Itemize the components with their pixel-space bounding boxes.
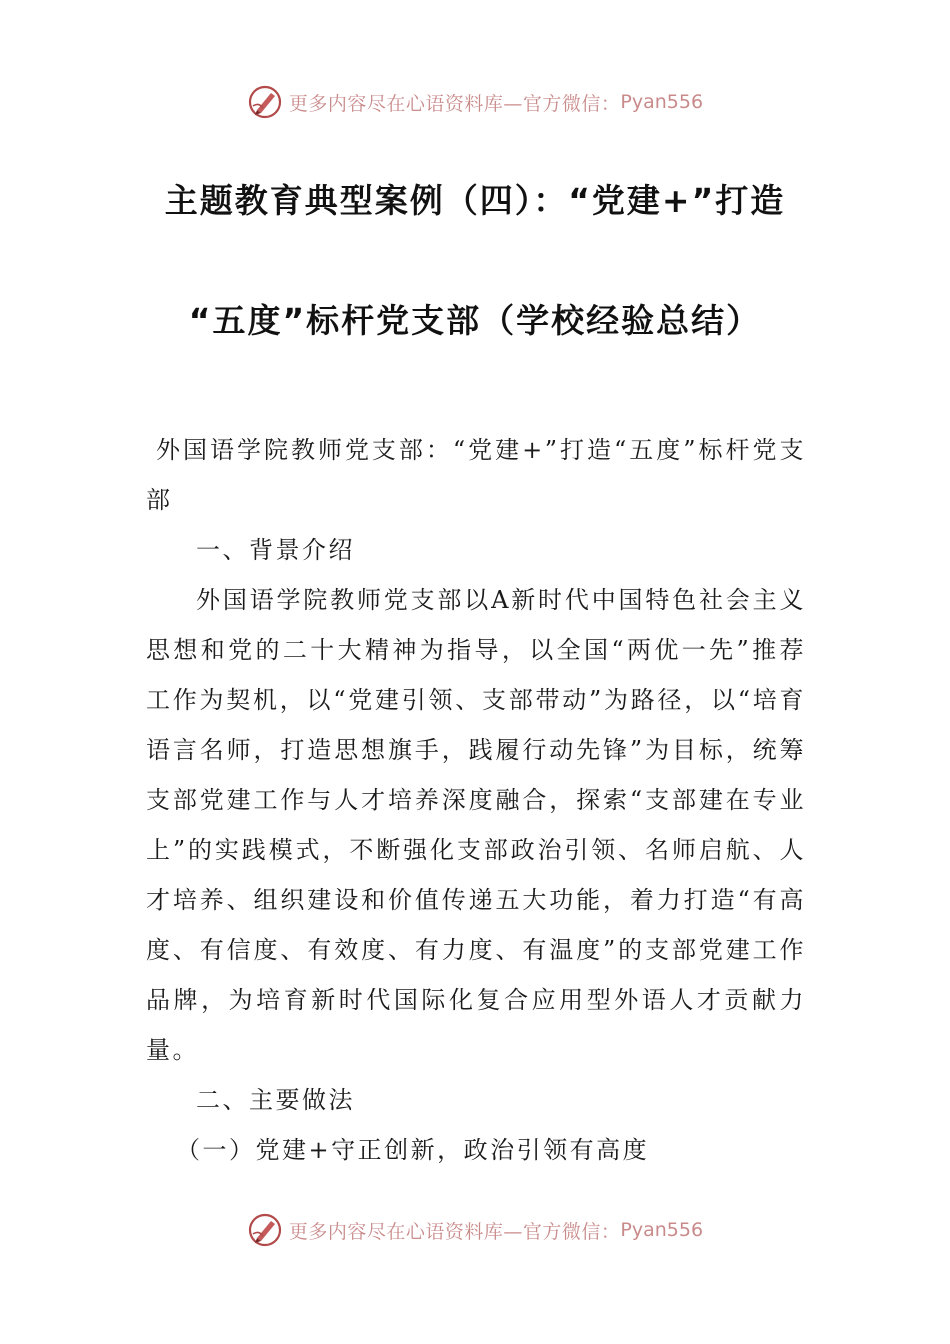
watermark-wechat: Pyan556 xyxy=(620,91,704,113)
section-2-subheading: （一）党建+守正创新，政治引领有高度 xyxy=(176,1136,650,1164)
document-body xyxy=(146,425,806,1175)
watermark-banner-top xyxy=(0,80,950,124)
watermark-banner-bottom xyxy=(0,1208,950,1252)
section-1-heading: 一、背景介绍 xyxy=(196,536,355,564)
watermark-wechat: Pyan556 xyxy=(620,1219,704,1241)
document-title-line-2: “五度”标杆党支部（学校经验总结） xyxy=(188,301,762,340)
section-1-paragraph: 外国语学院教师党支部以A新时代中国特色社会主义思想和党的二十大精神为指导，以全国“两优一先”推荐工作为契机，以“党建引领、支部带动”为路径，以“培育语言名师，打造思想旗手，践履行动先锋”为目标，统筹支部党建工作与人才培养深度融合，探索“支部建在专业上”的实践模式，不断强化支部政治引领、名师启航、人才培养、组织建设和价值传递五大功能，着力打造“有高度、有信度、有效度、有力度、有温度”的支部党建工作品牌，为培育新时代国际化复合应用型外语人才贡献力量。 xyxy=(146,586,806,1064)
pen-logo-icon xyxy=(247,1212,283,1248)
watermark-text: 更多内容尽在心语资料库—官方微信： xyxy=(288,92,621,115)
document-subtitle: 外国语学院教师党支部：“党建+”打造“五度”标杆党支部 xyxy=(146,436,806,514)
document-title-line-1: 主题教育典型案例（四）：“党建+”打造 xyxy=(164,181,786,220)
pen-logo-icon xyxy=(247,84,283,120)
watermark-text: 更多内容尽在心语资料库—官方微信： xyxy=(288,1220,621,1243)
section-2-heading: 二、主要做法 xyxy=(196,1086,355,1114)
